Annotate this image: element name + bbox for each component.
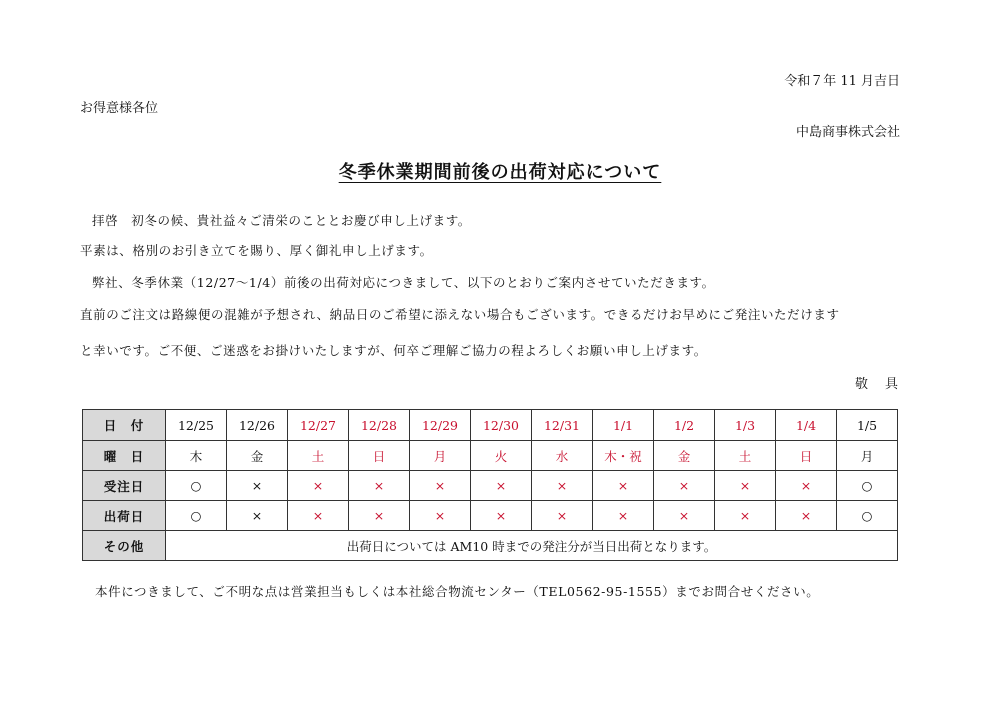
- weekday-header: 曜 日: [83, 441, 166, 471]
- weekday-cell: 水: [532, 441, 593, 471]
- other-header: その他: [83, 531, 166, 561]
- ship-cell: ×: [471, 501, 532, 531]
- ship-cell: ×: [593, 501, 654, 531]
- ship-row: [83, 501, 898, 531]
- weekday-cell: 金: [227, 441, 288, 471]
- ship-cell: ×: [227, 501, 288, 531]
- request-line-1: 直前のご注文は路線便の混雑が予想され、納品日のご希望に添えない場合もございます。できるだけお早めにご発注いただけます: [80, 307, 840, 322]
- document-title: 冬季休業期間前後の出荷対応について: [338, 162, 662, 183]
- weekday-cell: 火: [471, 441, 532, 471]
- order-cell: ×: [471, 471, 532, 501]
- weekday-cell: 木: [166, 441, 227, 471]
- date-cell: 1/1: [593, 410, 654, 441]
- document-title-wrap: [0, 158, 1000, 184]
- weekday-cell: 木・祝: [593, 441, 654, 471]
- date-cell: 1/5: [837, 410, 898, 441]
- date-cell: 12/30: [471, 410, 532, 441]
- order-cell: ○: [166, 471, 227, 501]
- thanks-line: 平素は、格別のお引き立てを賜り、厚く御礼申し上げます。: [80, 243, 433, 258]
- order-cell: ×: [715, 471, 776, 501]
- greeting-text: 拝啓 初冬の候、貴社益々ご清栄のこととお慶び申し上げます。: [92, 213, 471, 228]
- order-cell: ×: [288, 471, 349, 501]
- other-row: [83, 531, 898, 561]
- other-note: 出荷日については AM10 時までの発注分が当日出荷となります。: [166, 531, 898, 561]
- ship-cell: ×: [532, 501, 593, 531]
- date-cell: 1/3: [715, 410, 776, 441]
- request-line-2: と幸いです。ご不便、ご迷惑をお掛けいたしますが、何卒ご理解ご協力の程よろしくお願い申し上げます。: [80, 343, 707, 358]
- order-cell: ×: [593, 471, 654, 501]
- footer-note: [83, 582, 819, 600]
- greeting-line: [80, 211, 471, 229]
- order-row: [83, 471, 898, 501]
- company-name: 中島商事株式会社: [795, 125, 900, 140]
- weekday-cell: 土: [715, 441, 776, 471]
- notice-line: [80, 273, 715, 291]
- order-header: 受注日: [83, 471, 166, 501]
- addressee: お得意様各位: [80, 101, 159, 116]
- ship-cell: ×: [410, 501, 471, 531]
- weekday-cell: 金: [654, 441, 715, 471]
- footer-text: 本件につきまして、ご不明な点は営業担当もしくは本社総合物流センター（TEL0562-95-1555）までお問合せください。: [95, 584, 820, 599]
- ship-cell: ×: [776, 501, 837, 531]
- order-cell: ×: [410, 471, 471, 501]
- ship-cell: ○: [166, 501, 227, 531]
- order-cell: ×: [227, 471, 288, 501]
- ship-cell: ×: [288, 501, 349, 531]
- schedule-table: [82, 409, 898, 561]
- order-cell: ×: [776, 471, 837, 501]
- notice-text: 弊社、冬季休業（12/27～1/4）前後の出荷対応につきまして、以下のとおりご案内させていただきます。: [92, 275, 715, 290]
- ship-cell: ×: [715, 501, 776, 531]
- ship-cell: ×: [349, 501, 410, 531]
- order-cell: ×: [654, 471, 715, 501]
- weekday-cell: 日: [776, 441, 837, 471]
- date-cell: 12/28: [349, 410, 410, 441]
- closing-phrase: 敬 具: [854, 377, 900, 392]
- date-cell: 12/27: [288, 410, 349, 441]
- date-cell: 1/4: [776, 410, 837, 441]
- weekday-cell: 月: [837, 441, 898, 471]
- date-header: 日 付: [83, 410, 166, 441]
- date-cell: 12/29: [410, 410, 471, 441]
- date-cell: 12/25: [166, 410, 227, 441]
- weekday-row: [83, 441, 898, 471]
- date-cell: 1/2: [654, 410, 715, 441]
- ship-header: 出荷日: [83, 501, 166, 531]
- document-date: 令和７年 11 月吉日: [784, 74, 900, 89]
- order-cell: ×: [349, 471, 410, 501]
- weekday-cell: 月: [410, 441, 471, 471]
- date-cell: 12/26: [227, 410, 288, 441]
- order-cell: ○: [837, 471, 898, 501]
- weekday-cell: 日: [349, 441, 410, 471]
- ship-cell: ×: [654, 501, 715, 531]
- date-row: [83, 410, 898, 441]
- ship-cell: ○: [837, 501, 898, 531]
- date-cell: 12/31: [532, 410, 593, 441]
- weekday-cell: 土: [288, 441, 349, 471]
- order-cell: ×: [532, 471, 593, 501]
